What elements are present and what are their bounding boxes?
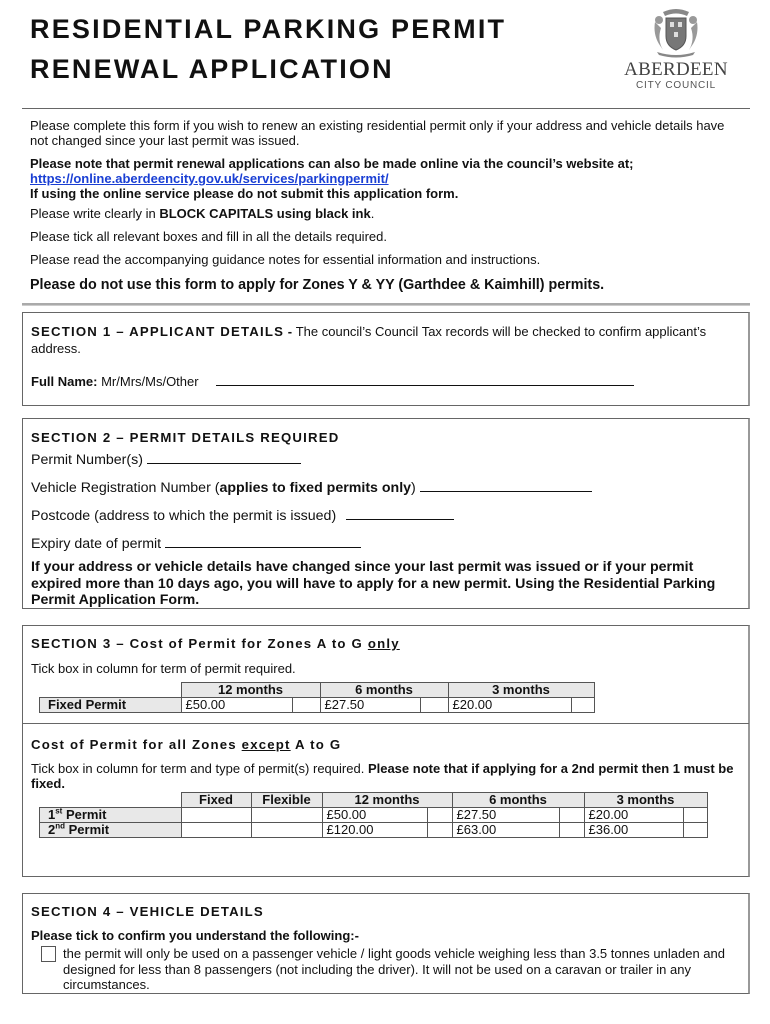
section-1-heading-separator: -: [284, 324, 296, 339]
price-6-months: £63.00: [452, 823, 559, 838]
vrn-label-bold: applies to fixed permits only: [219, 480, 412, 496]
coat-of-arms-crest-icon: [649, 6, 703, 58]
tick-box-6-months[interactable]: [559, 823, 584, 838]
section-4-heading: SECTION 4 – VEHICLE DETAILS: [31, 904, 264, 919]
other-zones-heading: [31, 737, 341, 752]
price-3-months: £20.00: [448, 698, 571, 713]
row-label-num: 1: [48, 807, 56, 822]
online-note-text: Please note that permit renewal applications can also be made online via the council’s website at;: [30, 156, 634, 171]
permit-number-label: Permit Number(s): [31, 452, 143, 468]
price-3-months: £20.00: [584, 808, 684, 823]
intro-online-note: [30, 156, 740, 201]
price-12-months: £120.00: [322, 823, 427, 838]
online-service-link[interactable]: https://online.aberdeencity.gov.uk/services/parkingpermit/: [30, 171, 389, 186]
fullname-label: Full Name:: [31, 374, 98, 389]
form-title-line1: RESIDENTIAL PARKING PERMIT: [30, 14, 507, 44]
expiry-label: Expiry date of permit: [31, 536, 162, 552]
section-3-heading-text: SECTION 3 – Cost of Permit for Zones A to G: [31, 636, 368, 651]
other-zones-instruction-text: Tick box in column for term and type of permit(s) required.: [31, 761, 365, 776]
row-label-num: 2: [48, 822, 56, 837]
row-label-sup: nd: [55, 821, 66, 831]
zones-warning: Please do not use this form to apply for Zones Y & YY (Garthdee & Kaimhill) permits.: [30, 277, 605, 293]
online-note-after: If using the online service please do not submit this application form.: [30, 186, 459, 201]
other-zones-heading-except: except: [241, 737, 291, 752]
other-zones-heading-post: A to G: [290, 737, 342, 752]
intro-guidance-notes: Please read the accompanying guidance notes for essential information and instructions.: [30, 252, 541, 267]
permit-number-input[interactable]: [147, 451, 301, 464]
expiry-input[interactable]: [165, 535, 361, 548]
vehicle-confirm-checkbox[interactable]: [41, 946, 56, 962]
section-3-inner-divider: [23, 723, 749, 724]
tick-box-fixed[interactable]: [181, 808, 251, 823]
price-12-months: £50.00: [322, 808, 427, 823]
row-label-rest: Permit: [62, 807, 107, 822]
table-header-row: [40, 683, 595, 698]
vrn-input[interactable]: [420, 479, 592, 492]
price-12-months: £50.00: [181, 698, 292, 713]
tick-box-3-months[interactable]: [684, 823, 707, 838]
fullname-row: [31, 373, 731, 389]
logo-subname: CITY COUNCIL: [636, 80, 716, 91]
vrn-row: [31, 479, 592, 496]
tick-box-flexible[interactable]: [251, 823, 322, 838]
block-capitals-pre: Please write clearly in: [30, 206, 160, 221]
col-fixed: Fixed: [181, 793, 251, 808]
block-capitals-post: .: [370, 206, 375, 221]
intro-block-capitals: [30, 206, 740, 221]
row-label-fixed-permit: Fixed Permit: [40, 698, 182, 713]
row-label-rest: Permit: [65, 822, 110, 837]
blank-header-cell: [40, 793, 182, 808]
col-6-months: 6 months: [320, 683, 448, 698]
row-label-1st-permit: [40, 808, 182, 823]
permit-number-row: [31, 451, 301, 468]
fullname-title-options: Mr/Mrs/Ms/Other: [101, 374, 199, 389]
price-6-months: £27.50: [452, 808, 559, 823]
section-4-instruction: Please tick to confirm you understand the following:-: [31, 928, 359, 943]
vrn-label-post: ): [411, 480, 416, 496]
logo-name: ABERDEEN: [624, 59, 728, 80]
price-6-months: £27.50: [320, 698, 421, 713]
row-label-sup: st: [55, 806, 63, 816]
fixed-permit-cost-table: [39, 682, 595, 713]
section-1-header: [31, 323, 731, 357]
tick-box-3-months[interactable]: [684, 808, 707, 823]
section-3-heading: [31, 636, 400, 651]
postcode-row: [31, 507, 454, 524]
col-3-months: 3 months: [584, 793, 707, 808]
section-3-box: [22, 625, 750, 877]
block-capitals-bold: BLOCK CAPITALS using black ink: [159, 206, 371, 221]
section-1-heading: SECTION 1 – APPLICANT DETAILS: [31, 324, 285, 339]
expiry-row: [31, 535, 361, 552]
fullname-input[interactable]: [216, 373, 634, 386]
tick-box-12-months[interactable]: [292, 698, 320, 713]
col-6-months: 6 months: [452, 793, 584, 808]
other-zones-instruction: [31, 761, 747, 791]
col-3-months: 3 months: [448, 683, 594, 698]
col-12-months: 12 months: [181, 683, 320, 698]
section-2-heading: SECTION 2 – PERMIT DETAILS REQUIRED: [31, 430, 340, 445]
row-label-2nd-permit: [40, 823, 182, 838]
tick-box-12-months[interactable]: [427, 808, 452, 823]
table-header-row: [40, 793, 708, 808]
postcode-label: Postcode (address to which the permit is issued): [31, 508, 337, 524]
aberdeen-council-logo: [620, 6, 732, 96]
tick-box-12-months[interactable]: [427, 823, 452, 838]
vrn-label-pre: Vehicle Registration Number (: [31, 480, 220, 496]
section-2-box: [22, 418, 750, 609]
col-flexible: Flexible: [251, 793, 322, 808]
table-row: [40, 698, 595, 713]
other-zones-cost-table: [39, 792, 708, 838]
intro-tick-boxes: Please tick all relevant boxes and fill in all the details required.: [30, 229, 387, 244]
second-permit-note: Please note that if applying for a 2nd permit then 1 must be fixed.: [31, 761, 734, 791]
tick-box-flexible[interactable]: [251, 808, 322, 823]
vehicle-confirm-text: the permit will only be used on a passenger vehicle / light goods vehicle weighing less than 3.5 tonnes unladen and designed for less than 8 passengers (not including the driver). It will not be used on a caravan or trailer in any circumstances.: [63, 946, 725, 992]
tick-box-6-months[interactable]: [559, 808, 584, 823]
form-title-line2: RENEWAL APPLICATION: [30, 54, 394, 84]
header-divider: [22, 108, 750, 109]
price-3-months: £36.00: [584, 823, 684, 838]
intro-paragraph-1: Please complete this form if you wish to renew an existing residential permit only if your address and vehicle details have not changed since your last permit was issued.: [30, 118, 725, 148]
section-3-instruction: Tick box in column for term of permit required.: [31, 661, 296, 676]
section-4-box: [22, 893, 750, 994]
blank-header-cell: [40, 683, 182, 698]
section-1-box: [22, 312, 750, 406]
section-1-note: The council’s Council Tax records will be checked to confirm applicant’s address.: [31, 324, 707, 356]
other-zones-heading-pre: Cost of Permit for all Zones: [31, 737, 242, 752]
table-row: [40, 808, 708, 823]
section-3-heading-only: only: [367, 636, 400, 651]
tick-box-3-months[interactable]: [571, 698, 594, 713]
new-permit-notice: If your address or vehicle details have changed since your last permit was issued or if your permit expired more than 10 days ago, you will have to apply for a new permit. Using the Residential Parking Permit Application Form.: [31, 559, 716, 608]
intro-divider: [22, 303, 750, 306]
table-row: [40, 823, 708, 838]
postcode-input[interactable]: [346, 507, 454, 520]
tick-box-6-months[interactable]: [421, 698, 448, 713]
tick-box-fixed[interactable]: [181, 823, 251, 838]
col-12-months: 12 months: [322, 793, 452, 808]
